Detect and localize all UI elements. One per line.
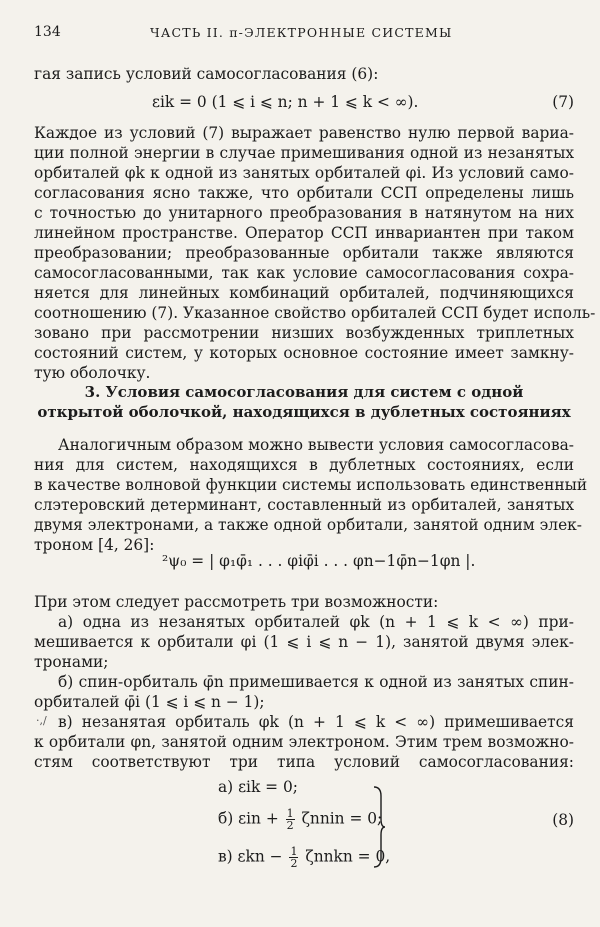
paragraph-line: зовано при рассмотрении низших возбужденных триплетных [34, 324, 574, 342]
equation-number-7: (7) [552, 93, 574, 111]
equation-7: εik = 0 (1 ⩽ i ⩽ n; n + 1 ⩽ k < ∞). [152, 93, 419, 111]
paragraph-line: согласования ясно также, что орбитали ССП определены лишь [34, 184, 574, 202]
paragraph-line: Каждое из условий (7) выражает равенство нулю первой вариа- [34, 124, 574, 142]
paragraph-line: состояний систем, у которых основное состояние имеет замкну- [34, 344, 574, 362]
paragraph-line: б) спин-орбиталь φ̄n примешивается к одной из занятых спин- [58, 673, 574, 691]
paragraph-line: мешивается к орбитали φi (1 ⩽ i ⩽ n − 1), занятой двумя элек- [34, 633, 574, 651]
equation-8b [218, 808, 382, 831]
equation-8b-lhs: б) εin + [218, 809, 279, 828]
right-brace-icon [372, 786, 386, 868]
running-title: ЧАСТЬ II. π-ЭЛЕКТРОННЫЕ СИСТЕМЫ [150, 25, 453, 40]
paragraph-line: тронами; [34, 653, 109, 671]
equation-number-8: (8) [552, 811, 574, 829]
paragraph-line: тую оболочку. [34, 364, 151, 382]
paragraph-line: двумя электронами, а также одной орбитали, занятой одним элек- [34, 516, 582, 534]
section-heading-line2: открытой оболочкой, находящихся в дублетных состояниях [37, 403, 571, 421]
paragraph-line: няется для линейных комбинаций орбиталей, подчиняющихся [34, 284, 574, 302]
fraction-one-half: $\frac{1}{2}$ [290, 845, 298, 870]
paragraph-line: троном [4, 26]: [34, 536, 155, 554]
paragraph-line: При этом следует рассмотреть три возможности: [34, 593, 439, 611]
paragraph-line: ции полной энергии в случае примешивания одной из незанятых [34, 144, 574, 162]
paragraph-line: слэтеровский детерминант, составленный из орбиталей, занятых [34, 496, 574, 514]
paragraph-line: соотношению (7). Указанное свойство орбиталей ССП будет исполь- [34, 304, 596, 322]
equation-8b-rhs: ζnnin = 0; [301, 809, 383, 828]
margin-mark: ·,/ [36, 714, 47, 727]
paragraph-line: Аналогичным образом можно вывести условия самосогласова- [58, 436, 574, 454]
paragraph-line: с точностью до унитарного преобразования в натянутом на них [34, 204, 574, 222]
paragraph-line: а) одна из незанятых орбиталей φk (n + 1 ⩽ k < ∞) при- [58, 613, 574, 631]
page-number: 134 [34, 24, 61, 40]
equation-8c [218, 846, 390, 869]
fraction-one-half: $\frac{1}{2}$ [286, 807, 294, 832]
paragraph-line: в качестве волновой функции системы использовать единственный [34, 476, 588, 494]
paragraph-line: преобразовании; преобразованные орбитали также являются [34, 244, 574, 262]
paragraph-line: гая запись условий самосогласования (6): [34, 65, 379, 83]
paragraph-line: самосогласованными, так как условие самосогласования сохра- [34, 264, 574, 282]
paragraph-line: ния для систем, находящихся в дублетных состояниях, если [34, 456, 574, 474]
paragraph-line: линейном пространстве. Оператор ССП инвариантен при таком [34, 224, 574, 242]
equation-8c-lhs: в) εkn − [218, 847, 283, 866]
paragraph-line: орбиталей φk к одной из занятых орбиталей φi. Из условий само- [34, 164, 574, 182]
section-heading-line1: 3. Условия самосогласования для систем с одной [84, 383, 524, 401]
equation-wavefunction: ²ψ₀ = | φ₁φ̄₁ . . . φiφ̄i . . . φn−1φ̄n−1φn |. [162, 552, 476, 570]
equation-8a: а) εik = 0; [218, 778, 298, 796]
paragraph-line: в) незанятая орбиталь φk (n + 1 ⩽ k < ∞) примешивается [58, 713, 574, 731]
paragraph-line: к орбитали φn, занятой одним электроном. Этим трем возможно- [34, 733, 574, 751]
equation-8c-rhs: ζnnkn = 0, [305, 847, 391, 866]
paragraph-line: орбиталей φ̄i (1 ⩽ i ⩽ n − 1); [34, 693, 265, 711]
paragraph-line: стям соответствуют три типа условий самосогласования: [34, 753, 574, 771]
